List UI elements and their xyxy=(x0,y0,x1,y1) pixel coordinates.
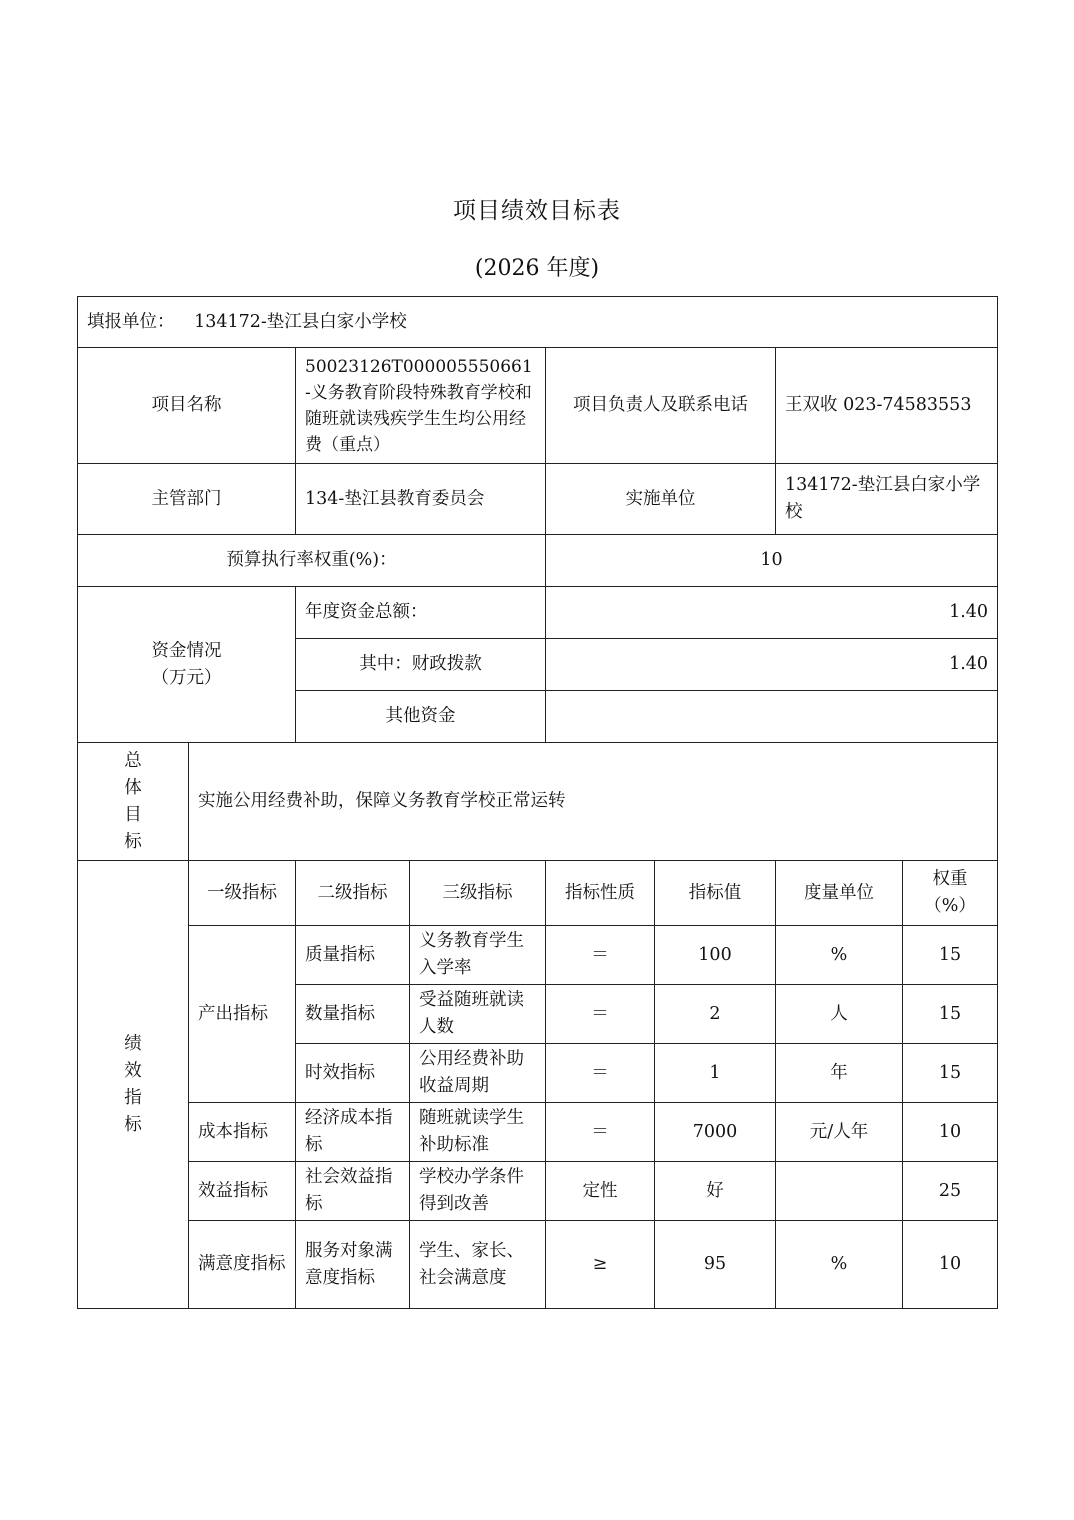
level3-cell: 公用经费补助收益周期 xyxy=(410,1044,546,1103)
level3-cell: 随班就读学生补助标准 xyxy=(410,1103,546,1162)
goal-char: 体 xyxy=(124,777,142,798)
unit-value: 134172-垫江县白家小学校 xyxy=(194,311,407,332)
project-name-label: 项目名称 xyxy=(78,348,296,464)
table-row xyxy=(78,1221,998,1309)
perf-char: 指 xyxy=(124,1087,142,1108)
weight-cell: 10 xyxy=(903,1103,998,1162)
department-row xyxy=(78,464,998,535)
weight-cell: 25 xyxy=(903,1162,998,1221)
unit-cell: 人 xyxy=(776,985,903,1044)
header-level2: 二级指标 xyxy=(296,861,410,926)
project-name-value: 50023126T000005550661-义务教育阶段特殊教育学校和随班就读残疾学生生均公用经费（重点） xyxy=(296,348,546,464)
performance-target-table xyxy=(77,296,998,1309)
value-cell: 1 xyxy=(655,1044,776,1103)
overall-goal-label xyxy=(78,743,189,861)
value-cell: 好 xyxy=(655,1162,776,1221)
budget-rate-value: 10 xyxy=(546,535,998,587)
level3-cell: 受益随班就读人数 xyxy=(410,985,546,1044)
unit-cell: 元/人年 xyxy=(776,1103,903,1162)
overall-goal-row xyxy=(78,743,998,861)
header-value: 指标值 xyxy=(655,861,776,926)
fund-label-line1: 资金情况 xyxy=(151,640,222,661)
nature-cell: ＝ xyxy=(546,1103,655,1162)
indicator-header-row xyxy=(78,861,998,926)
fund-label xyxy=(78,587,296,743)
fund-label-line2: （万元） xyxy=(151,667,222,688)
value-cell: 7000 xyxy=(655,1103,776,1162)
unit-label: 填报单位： xyxy=(87,311,175,332)
level1-output: 产出指标 xyxy=(189,926,296,1103)
page-subtitle-year: (2026 年度) xyxy=(474,256,600,281)
perf-char: 绩 xyxy=(124,1033,142,1054)
level3-cell: 学生、家长、社会满意度 xyxy=(410,1221,546,1309)
weight-cell: 15 xyxy=(903,1044,998,1103)
header-level1: 一级指标 xyxy=(189,861,296,926)
nature-cell: 定性 xyxy=(546,1162,655,1221)
nature-cell: ≥ xyxy=(546,1221,655,1309)
weight-cell: 15 xyxy=(903,926,998,985)
level2-cell: 质量指标 xyxy=(296,926,410,985)
level1-satisfaction: 满意度指标 xyxy=(189,1221,296,1309)
level1-benefit: 效益指标 xyxy=(189,1162,296,1221)
table-row xyxy=(78,926,998,985)
level2-cell: 数量指标 xyxy=(296,985,410,1044)
fund-other-value xyxy=(546,691,998,743)
level2-cell: 经济成本指标 xyxy=(296,1103,410,1162)
overall-goal-value: 实施公用经费补助，保障义务教育学校正常运转 xyxy=(189,743,998,861)
impl-label: 实施单位 xyxy=(546,464,776,535)
perf-char: 标 xyxy=(124,1114,142,1135)
dept-label: 主管部门 xyxy=(78,464,296,535)
level1-cost: 成本指标 xyxy=(189,1103,296,1162)
header-weight: 权重（%） xyxy=(903,861,998,926)
contact-value: 王双收 023-74583553 xyxy=(776,348,998,464)
budget-rate-label: 预算执行率权重(%)： xyxy=(78,535,546,587)
level2-cell: 时效指标 xyxy=(296,1044,410,1103)
page-title: 项目绩效目标表 xyxy=(453,198,621,224)
dept-value: 134-垫江县教育委员会 xyxy=(296,464,546,535)
nature-cell: ＝ xyxy=(546,926,655,985)
table-row xyxy=(78,1162,998,1221)
value-cell: 100 xyxy=(655,926,776,985)
fund-other-label: 其他资金 xyxy=(296,691,546,743)
perf-char: 效 xyxy=(124,1060,142,1081)
value-cell: 2 xyxy=(655,985,776,1044)
weight-cell: 15 xyxy=(903,985,998,1044)
table-row xyxy=(78,1103,998,1162)
unit-cell: % xyxy=(776,1221,903,1309)
nature-cell: ＝ xyxy=(546,985,655,1044)
header-unit: 度量单位 xyxy=(776,861,903,926)
weight-cell: 10 xyxy=(903,1221,998,1309)
goal-char: 总 xyxy=(124,750,142,771)
unit-row xyxy=(78,297,998,348)
impl-value: 134172-垫江县白家小学校 xyxy=(776,464,998,535)
contact-label: 项目负责人及联系电话 xyxy=(546,348,776,464)
level2-cell: 社会效益指标 xyxy=(296,1162,410,1221)
nature-cell: ＝ xyxy=(546,1044,655,1103)
header-nature: 指标性质 xyxy=(546,861,655,926)
level2-cell: 服务对象满意度指标 xyxy=(296,1221,410,1309)
unit-cell: % xyxy=(776,926,903,985)
performance-indicators-label xyxy=(78,861,189,1309)
value-cell: 95 xyxy=(655,1221,776,1309)
fund-total-value: 1.40 xyxy=(546,587,998,639)
project-row xyxy=(78,348,998,464)
level3-cell: 义务教育学生入学率 xyxy=(410,926,546,985)
budget-rate-row xyxy=(78,535,998,587)
fund-fiscal-label: 其中：财政拨款 xyxy=(296,639,546,691)
goal-char: 目 xyxy=(124,804,142,825)
unit-cell: 年 xyxy=(776,1044,903,1103)
unit-cell xyxy=(776,1162,903,1221)
goal-char: 标 xyxy=(124,831,142,852)
fund-total-row xyxy=(78,587,998,639)
header-level3: 三级指标 xyxy=(410,861,546,926)
unit-cell xyxy=(78,297,998,348)
fund-total-label: 年度资金总额： xyxy=(296,587,546,639)
fund-fiscal-value: 1.40 xyxy=(546,639,998,691)
level3-cell: 学校办学条件得到改善 xyxy=(410,1162,546,1221)
